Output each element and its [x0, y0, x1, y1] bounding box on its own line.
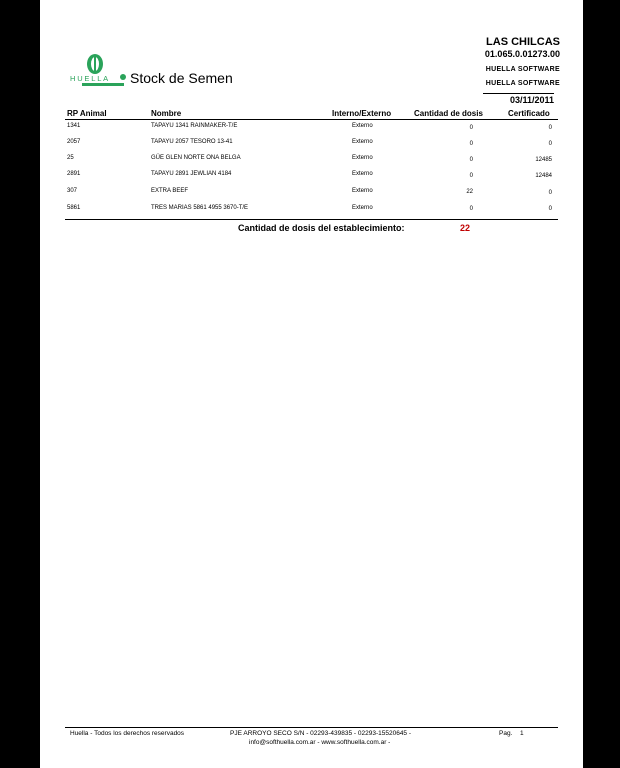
- footer-page-number: 1: [520, 730, 524, 737]
- rp-cell: 2891: [67, 171, 81, 177]
- cantidad-cell: 0: [469, 206, 473, 212]
- company-name: LAS CHILCAS: [486, 36, 560, 48]
- rp-cell: 2057: [67, 139, 81, 145]
- nombre-cell: GÜE GLEN NORTE ONA BELGA: [151, 155, 241, 161]
- report-date: 03/11/2011: [483, 93, 554, 105]
- certificado-cell: 12485: [535, 157, 552, 163]
- column-header-certificado: Certificado: [508, 109, 550, 118]
- total-label: Cantidad de dosis del establecimiento:: [238, 223, 405, 233]
- certificado-cell: 0: [548, 125, 552, 131]
- column-header-cantidad: Cantidad de dosis: [414, 109, 483, 118]
- footer-contact: info@softhuella.com.ar - www.softhuella.com.ar -: [249, 739, 391, 746]
- cantidad-cell: 0: [469, 173, 473, 179]
- cantidad-cell: 0: [469, 125, 473, 131]
- nombre-cell: TAPAYU 2057 TESORO 13-41: [151, 139, 233, 145]
- interno-cell: Externo: [352, 171, 373, 177]
- cantidad-cell: 0: [469, 157, 473, 163]
- report-page: [40, 0, 583, 768]
- total-value: 22: [460, 223, 471, 233]
- column-header-nombre: Nombre: [151, 109, 182, 118]
- certificado-cell: 0: [548, 141, 552, 147]
- interno-cell: Externo: [352, 123, 373, 129]
- certificado-cell: 12484: [535, 173, 552, 179]
- interno-cell: Externo: [352, 139, 373, 145]
- nombre-cell: TAPAYU 2891 JEWLIAN 4184: [151, 171, 232, 177]
- header-divider: [65, 119, 558, 120]
- nombre-cell: TAPAYU 1341 RAINMAKER-T/E: [151, 123, 238, 129]
- footer-rights: Huella - Todos los derechos reservados: [70, 730, 185, 737]
- column-header-rp: RP Animal: [67, 109, 107, 118]
- interno-cell: Externo: [352, 188, 373, 194]
- software-name: HUELLA SOFTWARE: [485, 66, 560, 73]
- cantidad-cell: 0: [469, 141, 473, 147]
- interno-cell: Externo: [352, 155, 373, 161]
- footer-address: PJE ARROYO SECO S/N - 02293-439835 - 02293-15520645 -: [230, 730, 412, 737]
- nombre-cell: EXTRA BEEF: [151, 188, 189, 194]
- rp-cell: 5861: [67, 205, 81, 211]
- software-name-secondary: HUELLA SOFTWARE: [485, 80, 560, 87]
- certificado-cell: 0: [548, 206, 552, 212]
- footer-divider: [65, 727, 558, 728]
- interno-cell: Externo: [352, 205, 373, 211]
- column-header-interno-externo: Interno/Externo: [332, 109, 392, 118]
- svg-text:HUELLA: HUELLA: [70, 74, 110, 83]
- total-divider: [65, 219, 558, 220]
- footer-page-label: Pag.: [499, 730, 513, 737]
- rp-cell: 1341: [67, 123, 81, 129]
- establishment-code: 01.065.0.01273.00: [484, 49, 560, 59]
- report-title: Stock de Semen: [130, 70, 233, 86]
- huella-logo: [68, 52, 130, 92]
- certificado-cell: 0: [548, 190, 552, 196]
- cantidad-cell: 22: [466, 189, 473, 195]
- nombre-cell: TRES MARIAS 5861 4955 3670-T/E: [151, 205, 249, 211]
- rp-cell: 25: [67, 155, 74, 161]
- rp-cell: 307: [67, 188, 78, 194]
